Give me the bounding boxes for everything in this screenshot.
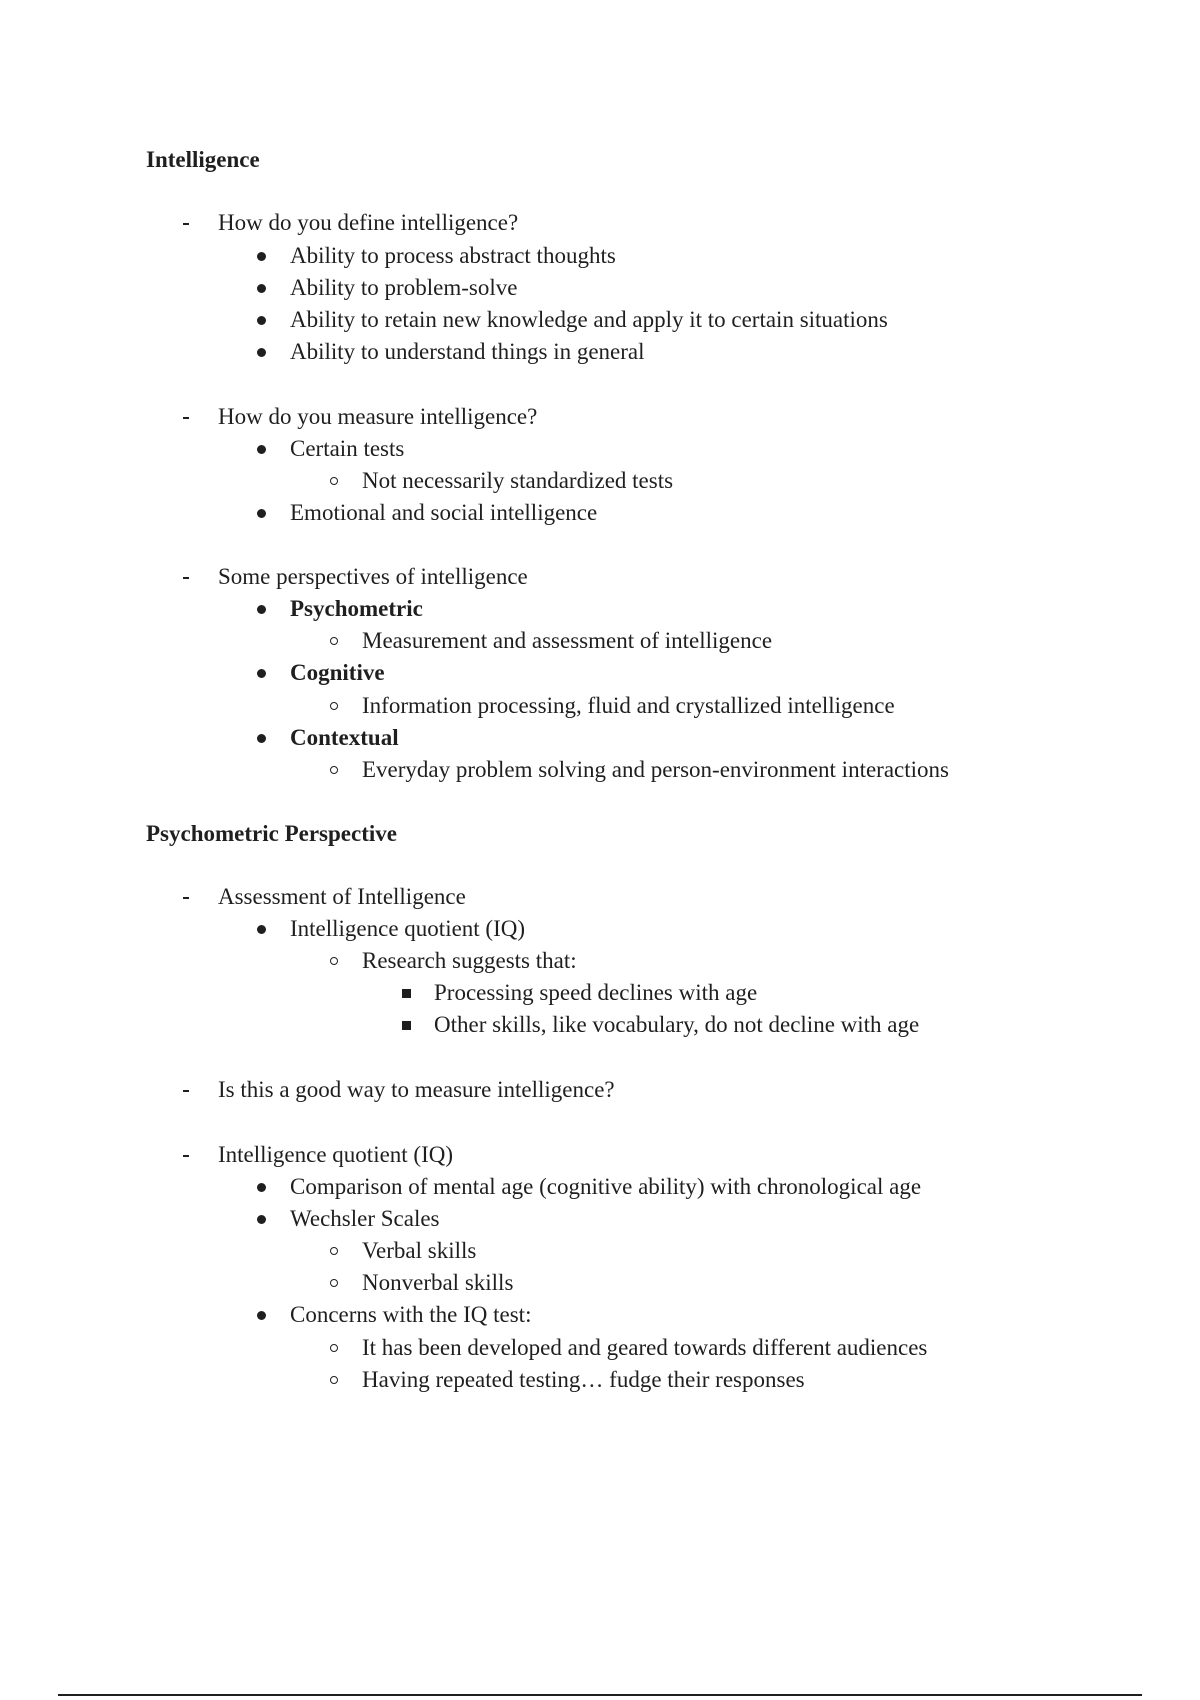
- item-text: Concerns with the IQ test:: [290, 1302, 532, 1327]
- item-text: Ability to problem-solve: [290, 275, 518, 300]
- list-item: [0, 272, 1200, 304]
- circle-bullet-icon: [325, 945, 345, 977]
- item-text: Intelligence quotient (IQ): [218, 1142, 454, 1167]
- list-item: [0, 1235, 1200, 1267]
- item-text: Research suggests that:: [362, 948, 577, 973]
- circle-bullet-icon: [325, 465, 345, 497]
- list-item: [0, 1332, 1200, 1364]
- circle-bullet-icon: [325, 690, 345, 722]
- list-item: [0, 881, 1200, 913]
- item-text: Ability to process abstract thoughts: [290, 243, 616, 268]
- disc-bullet-icon: [252, 1299, 272, 1331]
- list-item: [0, 433, 1200, 465]
- list-item: [0, 657, 1200, 689]
- item-text: Verbal skills: [362, 1238, 477, 1263]
- circle-bullet-icon: [325, 625, 345, 657]
- item-text: Comparison of mental age (cognitive ability) with chronological age: [290, 1174, 922, 1199]
- list-item: [0, 1299, 1200, 1331]
- disc-bullet-icon: [252, 304, 272, 336]
- circle-bullet-icon: [325, 1235, 345, 1267]
- list-item: [0, 913, 1200, 945]
- item-text: Information processing, fluid and crystallized intelligence: [362, 693, 895, 718]
- item-text: Some perspectives of intelligence: [218, 564, 528, 589]
- circle-bullet-icon: [325, 1332, 345, 1364]
- list-item: [0, 1074, 1200, 1106]
- disc-bullet-icon: [252, 336, 272, 368]
- heading-psychometric-perspective: Psychometric Perspective: [146, 821, 397, 846]
- disc-bullet-icon: [252, 240, 272, 272]
- item-text: How do you measure intelligence?: [218, 404, 538, 429]
- list-item: [0, 625, 1200, 657]
- list-item: [0, 465, 1200, 497]
- item-text: Cognitive: [290, 660, 385, 685]
- heading-intelligence: Intelligence: [146, 147, 260, 172]
- item-text: Intelligence quotient (IQ): [290, 916, 526, 941]
- dash-bullet-icon: [180, 881, 194, 913]
- circle-bullet-icon: [325, 754, 345, 786]
- item-text: Contextual: [290, 725, 399, 750]
- disc-bullet-icon: [252, 593, 272, 625]
- item-text: Not necessarily standardized tests: [362, 468, 674, 493]
- list-item: [0, 207, 1200, 239]
- item-text: Having repeated testing… fudge their responses: [362, 1367, 805, 1392]
- dash-bullet-icon: [180, 1139, 194, 1171]
- list-item: [0, 401, 1200, 433]
- dash-bullet-icon: [180, 1074, 194, 1106]
- item-text: Certain tests: [290, 436, 405, 461]
- item-text: Ability to retain new knowledge and apply it to certain situations: [290, 307, 888, 332]
- item-text: Measurement and assessment of intelligence: [362, 628, 773, 653]
- dash-bullet-icon: [180, 207, 194, 239]
- item-text: Ability to understand things in general: [290, 339, 645, 364]
- dash-bullet-icon: [180, 401, 194, 433]
- disc-bullet-icon: [252, 913, 272, 945]
- item-text: Psychometric: [290, 596, 423, 621]
- disc-bullet-icon: [252, 1171, 272, 1203]
- list-item: [0, 593, 1200, 625]
- list-item: [0, 497, 1200, 529]
- square-bullet-icon: [397, 1009, 417, 1041]
- list-item: [0, 1203, 1200, 1235]
- dash-bullet-icon: [180, 561, 194, 593]
- disc-bullet-icon: [252, 1203, 272, 1235]
- circle-bullet-icon: [325, 1267, 345, 1299]
- disc-bullet-icon: [252, 657, 272, 689]
- list-item: [0, 722, 1200, 754]
- list-item: [0, 304, 1200, 336]
- page-bottom-rule: [58, 1694, 1142, 1696]
- list-item: [0, 1364, 1200, 1396]
- item-text: It has been developed and geared towards different audiences: [362, 1335, 928, 1360]
- square-bullet-icon: [397, 977, 417, 1009]
- list-item: [0, 1171, 1200, 1203]
- item-text: How do you define intelligence?: [218, 210, 519, 235]
- list-item: [0, 336, 1200, 368]
- list-item: [0, 977, 1200, 1009]
- item-text: Emotional and social intelligence: [290, 500, 598, 525]
- item-text: Processing speed declines with age: [434, 980, 758, 1005]
- item-text: Other skills, like vocabulary, do not decline with age: [434, 1012, 920, 1037]
- disc-bullet-icon: [252, 272, 272, 304]
- circle-bullet-icon: [325, 1364, 345, 1396]
- list-item: [0, 1139, 1200, 1171]
- list-item: [0, 754, 1200, 786]
- item-text: Nonverbal skills: [362, 1270, 514, 1295]
- item-text: Is this a good way to measure intelligence?: [218, 1077, 615, 1102]
- list-item: [0, 1267, 1200, 1299]
- list-item: [0, 561, 1200, 593]
- list-item: [0, 945, 1200, 977]
- list-item: [0, 1009, 1200, 1041]
- disc-bullet-icon: [252, 497, 272, 529]
- item-text: Wechsler Scales: [290, 1206, 440, 1231]
- disc-bullet-icon: [252, 433, 272, 465]
- disc-bullet-icon: [252, 722, 272, 754]
- list-item: [0, 690, 1200, 722]
- item-text: Everyday problem solving and person-environment interactions: [362, 757, 949, 782]
- item-text: Assessment of Intelligence: [218, 884, 466, 909]
- list-item: [0, 240, 1200, 272]
